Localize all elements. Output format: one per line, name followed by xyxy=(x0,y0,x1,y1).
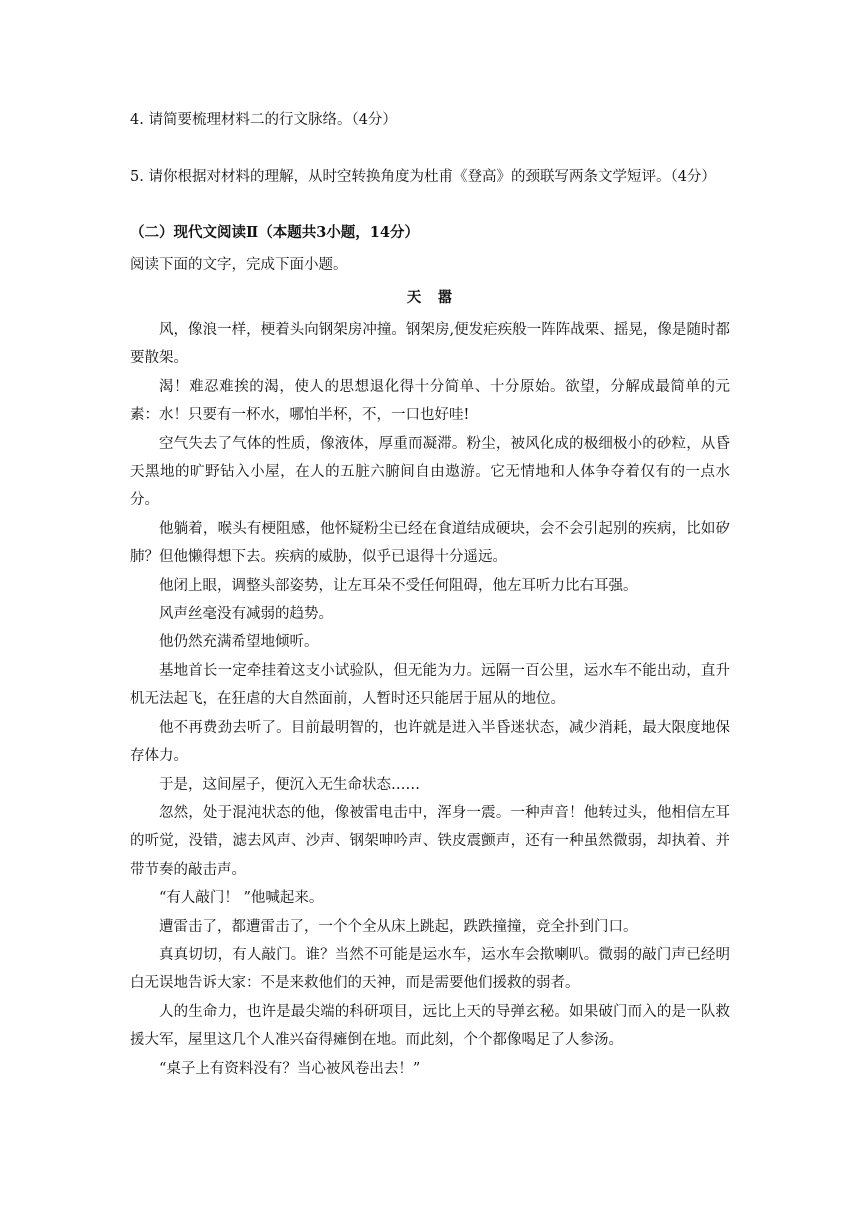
story-body xyxy=(130,316,730,1083)
section-heading: （二）现代文阅读Ⅱ（本题共3小题，14分） xyxy=(130,224,419,241)
paragraph: 他不再费劲去听了。目前最明智的，也许就是进入半昏迷状态，减少消耗，最大限度地保存体力。 xyxy=(130,719,730,765)
paragraph: 空气失去了气体的性质，像液体，厚重而凝滞。粉尘，被风化成的极细极小的砂粒，从昏天黑地的旷野钻入小屋，在人的五脏六腑间自由遨游。它无情地和人体争夺着仅有的一点水分。 xyxy=(130,435,730,509)
paragraph: 他躺着，喉头有梗阻感，他怀疑粉尘已经在食道结成硬块，会不会引起别的疾病，比如矽肺？但他懒得想下去。疾病的威胁，似乎已退得十分遥远。 xyxy=(130,520,730,566)
paragraph: 他闭上眼，调整头部姿势，让左耳朵不受任何阻碍，他左耳听力比右耳强。 xyxy=(159,577,638,594)
story-title: 天 嚣 xyxy=(406,289,454,306)
paragraph: 渴！难忍难挨的渴，使人的思想退化得十分简单、十分原始。欲望，分解成最简单的元素：水！只要有一杯水，哪怕半杯，不，一口也好哇! xyxy=(130,378,730,424)
question-5: 5. 请你根据对材料的理解，从时空转换角度为杜甫《登高》的颈联写两条文学短评。（4分） xyxy=(130,169,716,185)
question-4: 4. 请简要梳理材料二的行文脉络。（4分） xyxy=(130,112,397,128)
paragraph: 他仍然充满希望地倾听。 xyxy=(159,634,319,651)
paragraph: “有人敲门！ ”他喊起来。 xyxy=(159,890,324,907)
paragraph: 忽然，处于混沌状态的他，像被雷电击中，浑身一震。一种声音！他转过头，他相信左耳的听觉，没错，滤去风声、沙声、钢架呻吟声、铁皮震颤声，还有一种虽然微弱，却执着、并带节奏的敲击声。 xyxy=(130,804,730,878)
paragraph: “桌子上有资料没有？当心被风卷出去！” xyxy=(159,1060,421,1077)
paragraph: 基地首长一定牵挂着这支小试验队，但无能为力。远隔一百公里，运水车不能出动，直升机无法起飞，在狂虐的大自然面前，人暂时还只能居于屈从的地位。 xyxy=(130,662,730,708)
paragraph: 遭雷击了，都遭雷击了，一个个全从床上跳起，跌跌撞撞，竞全扑到门口。 xyxy=(159,918,638,935)
paragraph: 真真切切，有人敲门。谁？当然不可能是运水车，运水车会揿喇叭。微弱的敲门声已经明白无误地告诉大家：不是来救他们的天神，而是需要他们援救的弱者。 xyxy=(130,946,730,992)
paragraph: 风声丝毫没有减弱的趋势。 xyxy=(159,606,333,623)
paragraph: 风，像浪一样，梗着头向钢架房冲撞。钢架房,便发疟疾般一阵阵战栗、摇晃，像是随时都要散架。 xyxy=(130,322,730,367)
paragraph: 人的生命力，也许是最尖端的科研项目，远比上天的导弹玄秘。如果破门而入的是一队救援大军，屋里这几个人准兴奋得瘫倒在地。而此刻，个个都像喝足了人参汤。 xyxy=(130,1003,730,1049)
reading-instruction: 阅读下面的文字，完成下面小题。 xyxy=(130,257,348,273)
paragraph: 于是，这间屋子，便沉入无生命状态…… xyxy=(159,776,420,793)
